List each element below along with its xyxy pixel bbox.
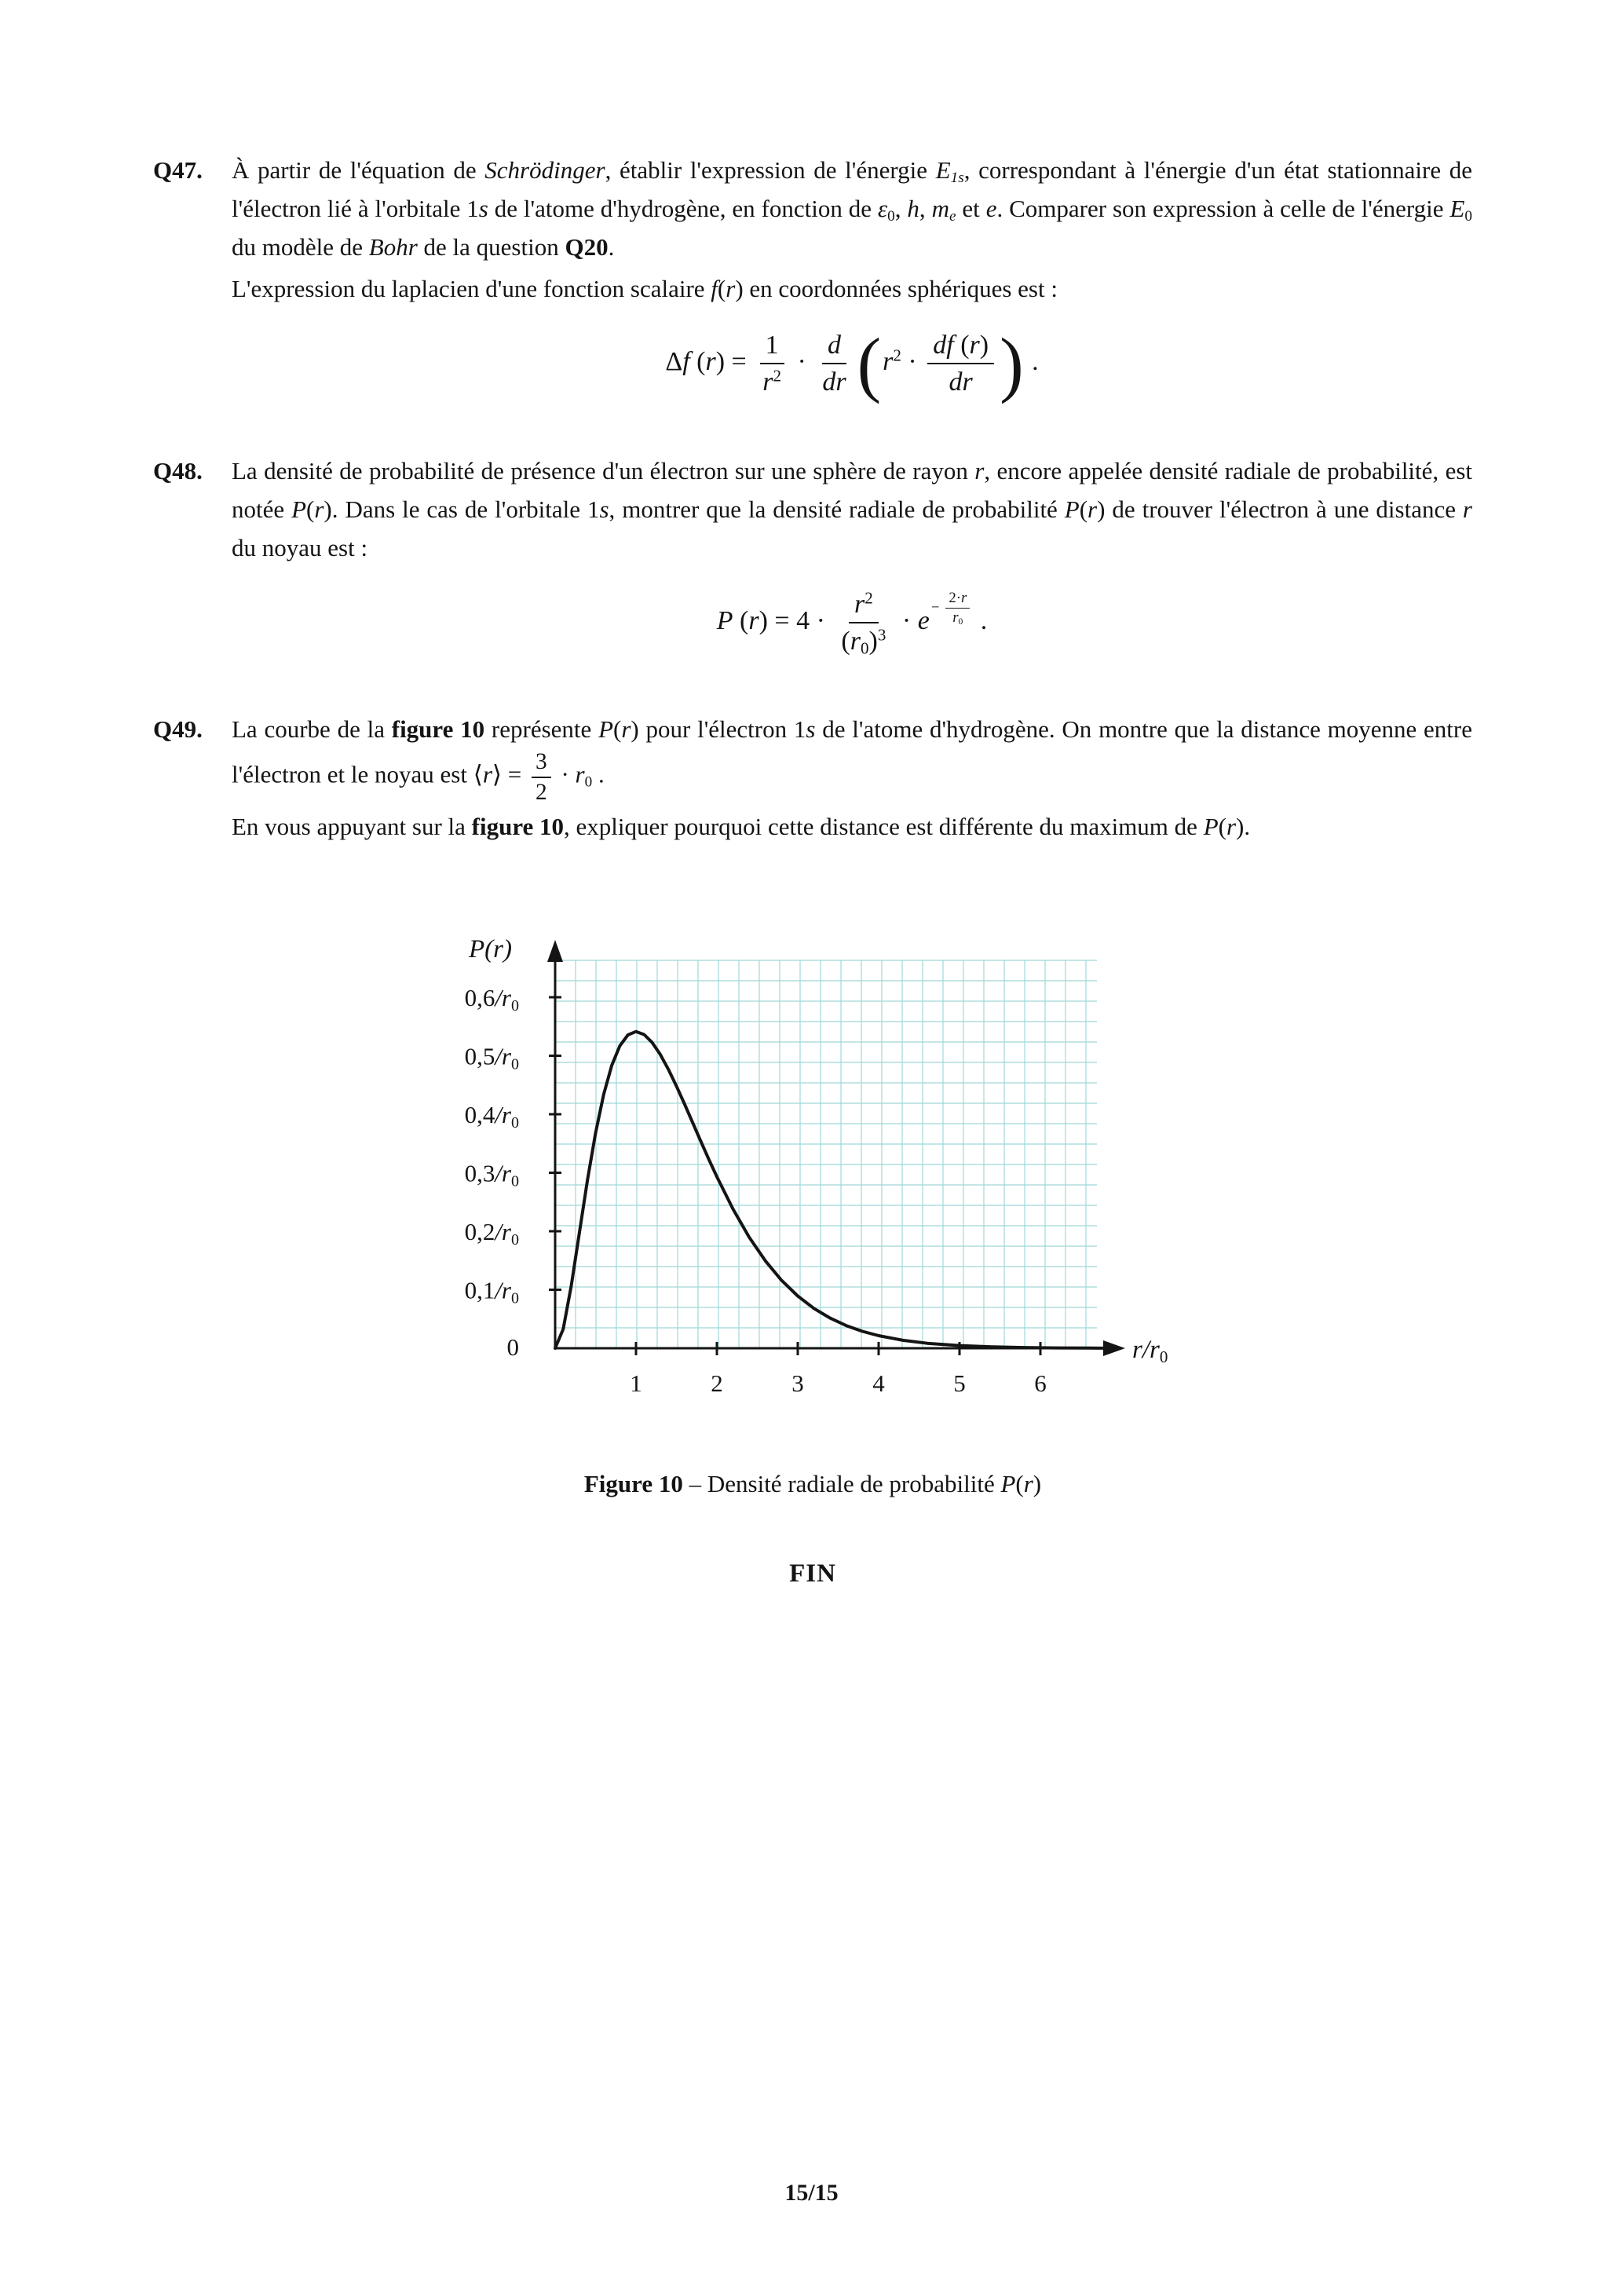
figure-10 xyxy=(437,893,1472,1407)
question-q49 xyxy=(153,711,1472,850)
q49-paragraph-2: En vous appuyant sur la figure 10, expliquer pourquoi cette distance est différente du maximum de P(r). xyxy=(232,813,1251,841)
question-q49-label: Q49. xyxy=(153,715,203,744)
q49-paragraph-1: La courbe de la figure 10 représente P(r) pour l'électron 1s de l'atome d'hydrogène. On montre que la distance moyenne entre l'électron et le noyau est ⟨r⟩ = $\frac{3}{2}$ · r0 . xyxy=(232,715,1472,805)
question-q48-label: Q48. xyxy=(153,456,203,484)
question-q47-body xyxy=(232,152,1472,429)
laplacian-formula: Δf (r) = $\frac{1}{r^2}$ · $\frac{d}{dr}$ ($r^2$ · $\frac{df (r)}{dr}$ ) . xyxy=(665,323,1039,405)
figure-10-chart xyxy=(437,893,1207,1407)
q48-paragraph-1: La densité de probabilité de présence d'un électron sur une sphère de rayon r, encore appelée densité radiale de probabilité, est notée P(r). Dans le cas de l'orbitale 1s, montrer que la densité radiale de probabilité P(r) de trouver l'électron à une distance r du noyau est : xyxy=(232,456,1473,561)
svg-text:0,1/r0: 0,1/r0 xyxy=(464,1276,519,1307)
svg-text:0,2/r0: 0,2/r0 xyxy=(464,1218,519,1249)
end-marker: FIN xyxy=(789,1559,836,1589)
svg-text:1: 1 xyxy=(630,1369,642,1398)
svg-text:P(r): P(r) xyxy=(469,935,512,964)
svg-text:6: 6 xyxy=(1034,1369,1047,1398)
svg-text:0,4/r0: 0,4/r0 xyxy=(464,1101,519,1132)
question-q47-label: Q47. xyxy=(153,156,203,184)
page-number: 15/15 xyxy=(784,2180,839,2206)
figure-10-caption: Figure 10 – Densité radiale de probabilité P(r) xyxy=(583,1470,1042,1498)
svg-text:4: 4 xyxy=(872,1369,885,1398)
radial-probability-formula: P (r) = 4 · $\frac{r^2}{(r0)^3}$ · e − $\frac{2\cdot r}{r0}$ . xyxy=(716,587,988,658)
q47-paragraph-2: L'expression du laplacien d'une fonction scalaire f(r) en coordonnées sphériques est : xyxy=(232,274,1058,302)
svg-text:5: 5 xyxy=(953,1369,966,1398)
question-q48 xyxy=(153,452,1472,688)
svg-text:0,3/r0: 0,3/r0 xyxy=(464,1159,519,1190)
question-q47 xyxy=(153,152,1472,429)
svg-text:2: 2 xyxy=(711,1369,723,1398)
svg-text:r/r0: r/r0 xyxy=(1132,1336,1168,1367)
question-q49-body xyxy=(232,711,1472,850)
q47-paragraph-1: À partir de l'équation de Schrödinger, établir l'expression de l'énergie E1s, correspondant à l'énergie d'un état stationnaire de l'électron lié à l'orbitale 1s de l'atome d'hydrogène, en fonction de ε0, h, me et e. Comparer son expression à celle de l'énergie E0 du modèle de Bohr de la question Q20. xyxy=(232,156,1473,261)
svg-text:0,6/r0: 0,6/r0 xyxy=(464,984,519,1015)
question-q48-body xyxy=(232,452,1472,688)
svg-text:3: 3 xyxy=(791,1369,804,1398)
svg-text:0,5/r0: 0,5/r0 xyxy=(464,1042,519,1073)
svg-text:0: 0 xyxy=(506,1333,519,1362)
